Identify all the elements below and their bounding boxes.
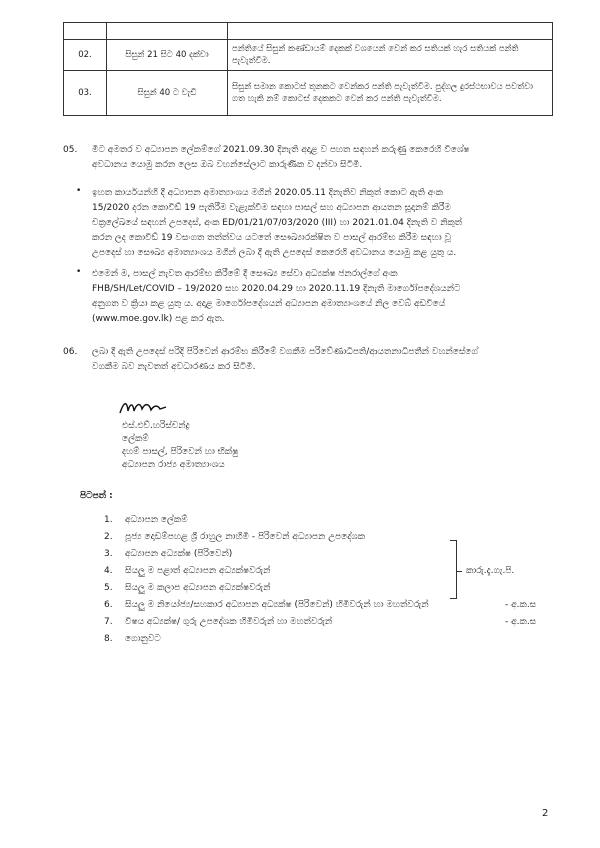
copy-number: 4. [104,566,113,576]
page-number: 2 [542,808,549,819]
copy6-note: - අ.ක.ස [505,600,537,610]
bullet-1-line: උපදෙස් හා සෞඛ්‍ය අමාත්‍යාංශය මගින් ලබා දී ඇති උපදෙස් කෙරෙහි අවධානය යොමු කළ යුතු ය. [92,248,457,258]
copy-number: 2. [104,532,113,542]
signatory-title: ලේකම් [122,434,149,444]
bullet-1-line: 15/2020 දරන කොවිඩ් 19 පැතිරීම වැළැක්වීම සඳහා පාසල් සහ අධ්‍යාපන ආයතන සූදානම් කිරීම [92,203,451,213]
bullet-2-line: FHB/SH/Let/COVID – 19/2020 සහ 2020.04.29 හා 2020.11.19 දිනැති මාර්ගෝපදේශයන්ට [92,284,461,294]
copy-number: 7. [104,617,113,627]
class-action: පන්තියේ සිසුන් කණ්ඩායම් දෙකක් වශයෙන් වෙන් කර සතියක් හැර සතියක් පන්ති පැවැත්වීම. [228,40,553,71]
copy-number: 3. [104,549,113,559]
para06-line2: වගකීම බව නැවතත් අවධාරණය කර සිටිමි. [92,362,256,372]
ministry-line2: අධ්‍යාපන රාජ්‍ය අමාත්‍යාංශය [122,460,225,470]
copies-heading: පිටපත් : [80,491,113,501]
signatory-name: එස්.එච්.හරිස්චන්ද්‍ර [122,421,190,431]
bracket-label: කාරු.දැ.ගැ.පි. [466,566,515,576]
class-action: සිසුන් සමාන කොටස් තුනකට වෙන්කර පන්ති පැවැත්වීම. පුද්ගල දුරස්ථභාවය පවත්වා ගත හැකි නම් කොටස් දෙකකට වෙන් කර පන්ති පැවැත්වීම. [228,71,553,116]
bullet-2-line: අනුගත ව ක්‍රියා කළ යුතු ය. අදාළ මාර්ගෝපදේශයන් අධ්‍යාපන අමාත්‍යාංශයේ නිල වෙබ් අඩවියේ [92,299,446,309]
copy-recipient: සියලු ම කලාප අධ්‍යාපන අධ්‍යක්ෂවරුන් [125,583,271,593]
copy-number: 5. [104,583,113,593]
bullet-1-line: කරන ලද කොවිඩ් 19 වසංගත තත්ත්වය යටතේ සෞඛ්‍යාරක්ෂිත ව පාසල් ආරම්භ කිරීම සඳහා වූ [92,233,452,243]
bullet-2 [92,267,552,327]
bracket-tick [456,571,462,572]
copy-recipient: අධ්‍යාපන ලේකම් [125,515,188,525]
copy-recipient: අධ්‍යාපන අධ්‍යක්ෂ (පිරිවෙන්) [125,549,233,559]
para05-line1: මීට අමතර ව අධ්‍යාපන ලේකම්ගේ 2021.09.30 දිනැති අදාළ ව පහත සඳහන් කරුණු කෙරෙහි විශේෂ [92,145,470,155]
bullet-icon: • [76,267,82,277]
para05-line2: අවධානය යොමු කරන ලෙස ඔබ වහන්සේලාට කාරුණික ව දන්වා සිටිමි. [92,160,363,170]
schedule-table [63,22,553,116]
copy-recipient: ගොනුවට [125,634,161,644]
signature-image [118,397,248,419]
student-range [107,23,228,40]
class-action [228,23,553,40]
para06-line1: ලබා දී ඇති උපදෙස් පරිදි පිරිවෙන් ආරම්භ කිරීමේ වගකීම පරිවේණාධිපති/ආයතනාධිපතීන් වහන්සේගේ [92,347,478,357]
table-row [64,23,553,40]
row-number: 03. [64,71,107,116]
bullet-2-line: එමෙන් ම, පාසල් නැවත ආරම්භ කිරීමේ දී සෞඛ්‍ය සේවා අධ්‍යක්ෂ ජනරාල්ගේ අංක [92,269,398,279]
bullet-icon: • [76,186,82,196]
copy-number: 6. [104,600,113,610]
student-range: සිසුන් 40 ට වැඩි [107,71,228,116]
copy-recipient: සියලු ම නියෝජ්‍ය/සහකාර අධ්‍යාපන අධ්‍යක්ෂ (පිරිවෙන්) හිමිවරුන් හා මහත්වරුන් [125,600,429,610]
copy7-note: - අ.ක.ස [505,617,537,627]
bullet-1 [92,186,552,261]
row-number [64,23,107,40]
copy-recipient: විෂය අධ්‍යක්ෂ/ ගුරු උපදේශක හිමිවරුන් හා මහත්වරුන් [125,617,333,627]
para05-number: 05. [63,145,78,155]
para06-number: 06. [63,347,78,357]
copy-recipient: සියලු ම පළාත් අධ්‍යාපන අධ්‍යක්ෂවරුන් [125,566,271,576]
bullet-1-line: ඉහත කාර්යයන්හි දී අධ්‍යාපන අමාත්‍යාංශය මගින් 2020.05.11 දිනැතිව නිකුත් කොට ඇති අංක [92,188,443,198]
bullet-1-line: චක්‍රලේඛයේ සඳහන් උපදෙස්, අංක ED/01/21/07/03/2020 (III) හා 2021.01.04 දිනැති ව නිකුත් [92,218,462,228]
ministry-line1: දහම් පාසල්, පිරිවෙන් හා භික්ෂු [122,447,239,457]
copy-number: 8. [104,634,113,644]
copy-recipient: පූජ්‍ය දොඩම්පහළ ශ්‍රී රාහුල නාහිමි - පිරිවෙන් අධ්‍යාපන උපදේශක [125,532,366,542]
student-range: සිසුන් 21 සිට 40 දක්වා [107,40,228,71]
bullet-2-line: (www.moe.gov.lk) පළ කර ඇත. [92,314,225,324]
bracket [450,540,457,599]
row-number: 02. [64,40,107,71]
table-row [64,40,553,71]
table-row [64,71,553,116]
copy-number: 1. [104,515,113,525]
